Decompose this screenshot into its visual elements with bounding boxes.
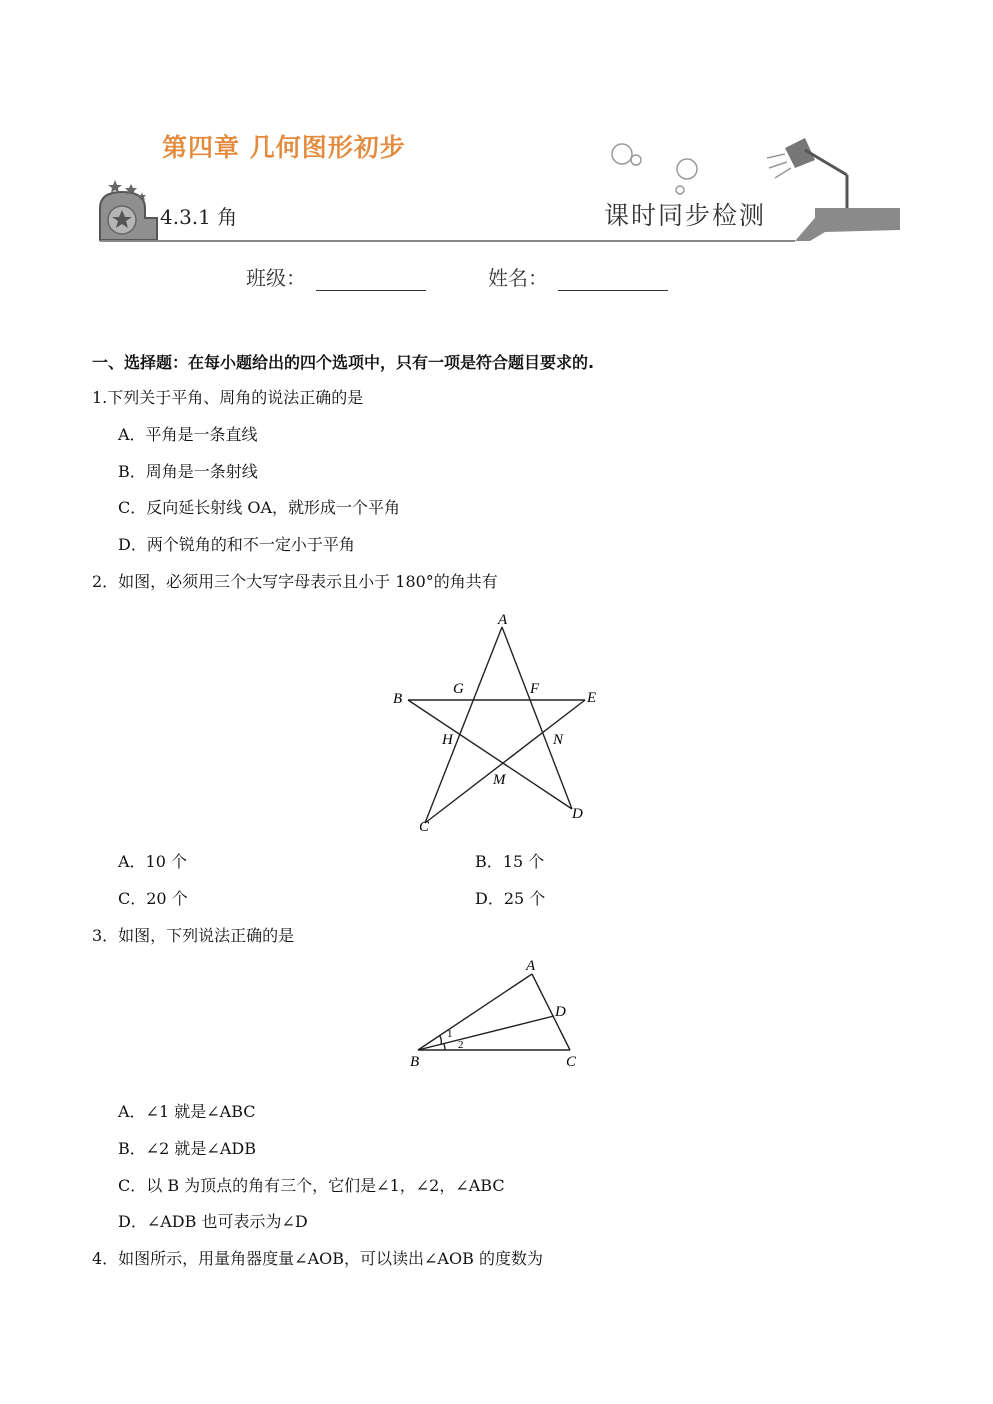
class-label: 班级： xyxy=(246,266,306,290)
q2-option-c: C．20 个 xyxy=(118,889,188,908)
label-angle-2: 2 xyxy=(458,1039,464,1051)
triangle-figure xyxy=(400,952,590,1072)
line-BA xyxy=(418,974,532,1050)
banner-title: 课时同步检测 xyxy=(604,201,767,230)
q1-option-a: A．平角是一条直线 xyxy=(118,425,258,444)
q3-option-d: D．∠ADB 也可表示为∠D xyxy=(118,1212,308,1231)
label-D: D xyxy=(572,806,583,822)
name-label: 姓名： xyxy=(488,266,548,290)
label-A: A xyxy=(498,612,508,628)
label-F: F xyxy=(530,681,540,697)
angle-arc-2 xyxy=(444,1044,445,1050)
star-figure xyxy=(380,605,610,840)
q1-option-b: B．周角是一条射线 xyxy=(118,462,258,481)
q3-option-a: A．∠1 就是∠ABC xyxy=(118,1102,256,1121)
q2-stem: 2．如图，必须用三个大写字母表示且小于 180°的角共有 xyxy=(92,572,498,591)
desk-lamp-icon xyxy=(767,138,847,210)
label-E: E xyxy=(587,690,597,706)
q2-option-b: B．15 个 xyxy=(475,852,545,871)
label-C: C xyxy=(419,819,430,835)
q3-option-b: B．∠2 就是∠ADB xyxy=(118,1139,256,1158)
label-angle-1: 1 xyxy=(447,1028,453,1040)
label-D: D xyxy=(555,1004,566,1020)
section-title: 4.3.1 角 xyxy=(160,205,238,229)
class-field xyxy=(246,262,426,291)
chapter-title: 第四章 几何图形初步 xyxy=(162,133,406,162)
label-B: B xyxy=(393,691,403,707)
q1-option-d: D．两个锐角的和不一定小于平角 xyxy=(118,535,355,554)
q2-option-a: A．10 个 xyxy=(118,852,188,871)
line-BD xyxy=(418,1016,554,1050)
class-blank[interactable] xyxy=(316,270,426,291)
q1-option-c: C．反向延长射线 OA，就形成一个平角 xyxy=(118,498,401,517)
label-A: A xyxy=(526,958,536,974)
name-blank[interactable] xyxy=(558,270,668,291)
label-C: C xyxy=(566,1054,577,1070)
q2-option-d: D．25 个 xyxy=(475,889,546,908)
q3-stem: 3．如图，下列说法正确的是 xyxy=(92,926,295,945)
line-BD xyxy=(408,700,572,809)
star-badge-icon xyxy=(100,180,157,240)
label-M: M xyxy=(493,772,506,788)
q3-option-c: C．以 B 为顶点的角有三个，它们是∠1，∠2，∠ABC xyxy=(118,1176,505,1195)
name-field xyxy=(488,262,668,291)
part-heading: 一、选择题：在每小题给出的四个选项中，只有一项是符合题目要求的. xyxy=(92,353,595,372)
q1-stem: 1.下列关于平角、周角的说法正确的是 xyxy=(92,388,364,407)
q4-stem: 4．如图所示，用量角器度量∠AOB，可以读出∠AOB 的度数为 xyxy=(92,1249,543,1268)
label-N: N xyxy=(553,732,564,748)
label-G: G xyxy=(453,681,464,697)
angle-arc-1 xyxy=(440,1036,441,1045)
label-B: B xyxy=(410,1054,420,1070)
label-H: H xyxy=(442,732,453,748)
